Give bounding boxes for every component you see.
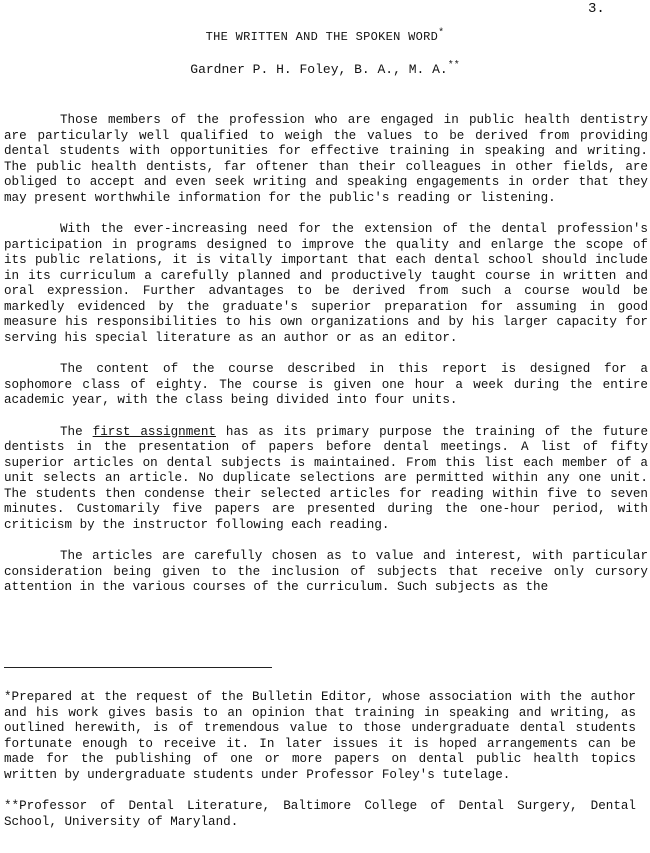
footnote-divider — [4, 667, 272, 668]
page-number: 3. — [588, 1, 605, 17]
paragraph-5: The articles are carefully chosen as to value and interest, with particular consideration being given to the inclusion of subjects that receive only cursory attention in the various courses of the curriculum. Such subjects as the — [4, 549, 648, 594]
paragraph-4-rest: has as its primary purpose the training of the future dentists in the presentation of papers before dental meetings. A list of fifty superior articles on dental subjects is maintained. From this list each member of a unit selects an article. No duplicate selections are permitted within any one unit. The students then condense their selected articles for reading within five to seven minutes. Customarily five papers are presented during the one-hour period, with criticism by the instructor following each reading. — [4, 424, 649, 532]
paragraph-4-lead: The — [60, 424, 83, 439]
author-line — [0, 62, 650, 78]
paragraph-4 — [4, 425, 648, 534]
author-name: Gardner P. H. Foley, B. A., M. A. — [190, 62, 448, 77]
footnote-1: *Prepared at the request of the Bulletin Editor, whose association with the author and his work gives basis to an opinion that training in speaking and writing, as outlined herewith, is of tremendous value to those undergraduate dental students fortunate enough to receive it. In later issues it is hoped arrangements can be made for the publishing of one or more papers on dental public health topics written by undergraduate students under Professor Foley's tutelage. — [4, 690, 636, 782]
article-body — [4, 113, 648, 612]
title-footnote-mark: * — [438, 28, 445, 39]
footnote-2: **Professor of Dental Literature, Baltimore College of Dental Surgery, Dental School, University of Maryland. — [4, 799, 636, 829]
article-title-text: THE WRITTEN AND THE SPOKEN WORD — [205, 30, 439, 44]
first-assignment-underlined: first assignment — [92, 424, 216, 439]
paragraph-3: The content of the course described in this report is designed for a sophomore class of eighty. The course is given one hour a week during the entire academic year, with the class being divided into four units. — [4, 362, 648, 407]
paragraph-1: Those members of the profession who are engaged in public health dentistry are particularly well qualified to weigh the values to be derived from providing dental students with opportunities for effective training in speaking and writing. The public health dentists, far oftener than their colleagues in other fields, are obliged to accept and even seek writing and speaking engagements in order that they may present worthwhile information for the public's reading or listening. — [4, 113, 648, 205]
article-title — [0, 30, 650, 46]
author-footnote-mark: ** — [447, 60, 460, 72]
footnotes — [4, 690, 636, 846]
paragraph-2: With the ever-increasing need for the extension of the dental profession's participation in programs designed to improve the quality and enlarge the scope of its public relations, it is vitally important that each dental school should include in its curriculum a carefully planned and productively taught course in written and oral expression. Further advantages to be derived from such a course would be markedly evidenced by the graduate's superior preparation for assuming in good measure his responsibilities to his own organizations and by his larger capacity for serving his special literature as an author or as an editor. — [4, 222, 648, 345]
